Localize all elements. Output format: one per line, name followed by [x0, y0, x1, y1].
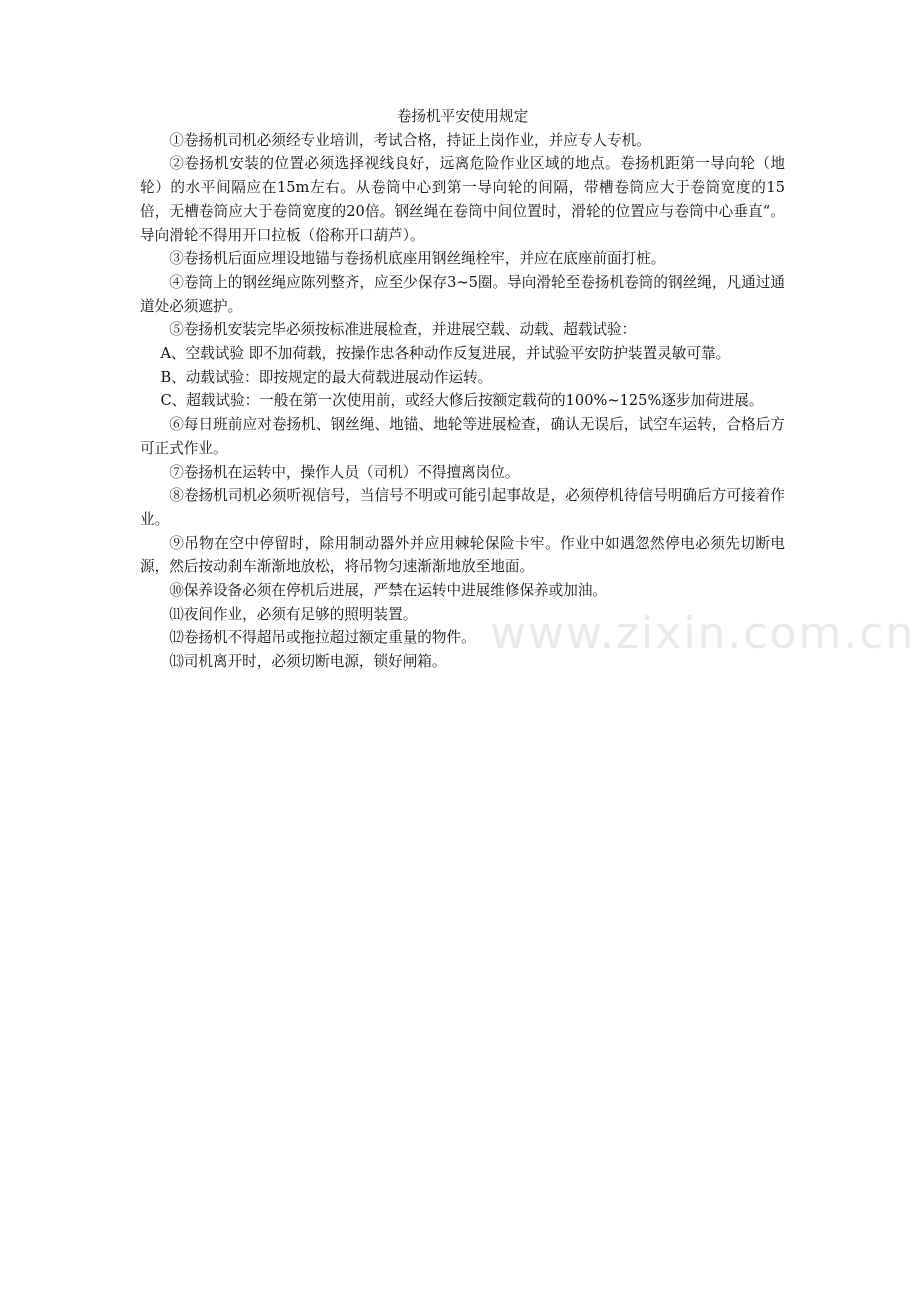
rule-5-item-a: A、空载试验 即不加荷载，按操作忠各种动作反复进展，并试验平安防护装置灵敏可靠。: [160, 345, 731, 363]
rule-5-item-b: B、动载试验：即按规定的最大荷载进展动作运转。: [160, 368, 493, 386]
rule-8: ⑧卷扬机司机必须听视信号，当信号不明或可能引起事故是，必须停机待信号明确后方可接着作业。: [140, 487, 785, 528]
rule-5-item-c: C、超载试验：一般在第一次使用前，或经大修后按额定载荷的100%~125%逐步加荷进展。: [160, 392, 764, 410]
rule-13: ⒀司机离开时，必须切断电源，锁好闸箱。: [169, 653, 447, 671]
rule-12: ⑿卷扬机不得超吊或拖拉超过额定重量的物件。: [169, 629, 476, 647]
rule-6: ⑥每日班前应对卷扬机、钢丝绳、地锚、地轮等进展检查，确认无误后，试空车运转，合格后方可正式作业。: [140, 416, 785, 457]
rule-9: ⑨吊物在空中停留时，除用制动器外并应用棘轮保险卡牢。作业中如遇忽然停电必须先切断电源，然后按动刹车渐渐地放松，将吊物匀速渐渐地放至地面。: [140, 534, 785, 576]
rule-7: ⑦卷扬机在运转中，操作人员（司机）不得擅离岗位。: [169, 463, 520, 481]
rule-3: ③卷扬机后面应埋设地锚与卷扬机底座用钢丝绳栓牢，并应在底座前面打桩。: [169, 250, 666, 268]
watermark: www.zixin.com.cn: [490, 608, 916, 659]
rule-5: ⑤卷扬机安装完毕必须按标准进展检查，并进展空载、动载、超载试验：: [169, 321, 637, 339]
document-body: [140, 105, 785, 674]
document-title: 卷扬机平安使用规定: [396, 108, 529, 125]
rule-10: ⑩保养设备必须在停机后进展，严禁在运转中进展维修保养或加油。: [169, 582, 608, 600]
rule-1: ①卷扬机司机必须经专业培训，考试合格，持证上岗作业，并应专人专机。: [169, 131, 651, 149]
rule-4: ④卷筒上的钢丝绳应陈列整齐，应至少保存3~5圈。导向滑轮至卷扬机卷筒的钢丝绳，凡通过通道处必须遮护。: [140, 273, 785, 315]
rule-11: ⑾夜间作业，必须有足够的照明装置。: [169, 605, 418, 623]
rule-2: ②卷扬机安装的位置必须选择视线良好，远离危险作业区域的地点。卷扬机距第一导向轮（地轮）的水平间隔应在15m左右。从卷筒中心到第一导向轮的间隔，带槽卷筒应大于卷筒宽度的15倍，无槽卷筒应大于卷筒宽度的20倍。钢丝绳在卷筒中间位置时，滑轮的位置应与卷筒中心垂直“。导向滑轮不得用开口拉板（俗称开口葫芦）。: [140, 155, 785, 244]
